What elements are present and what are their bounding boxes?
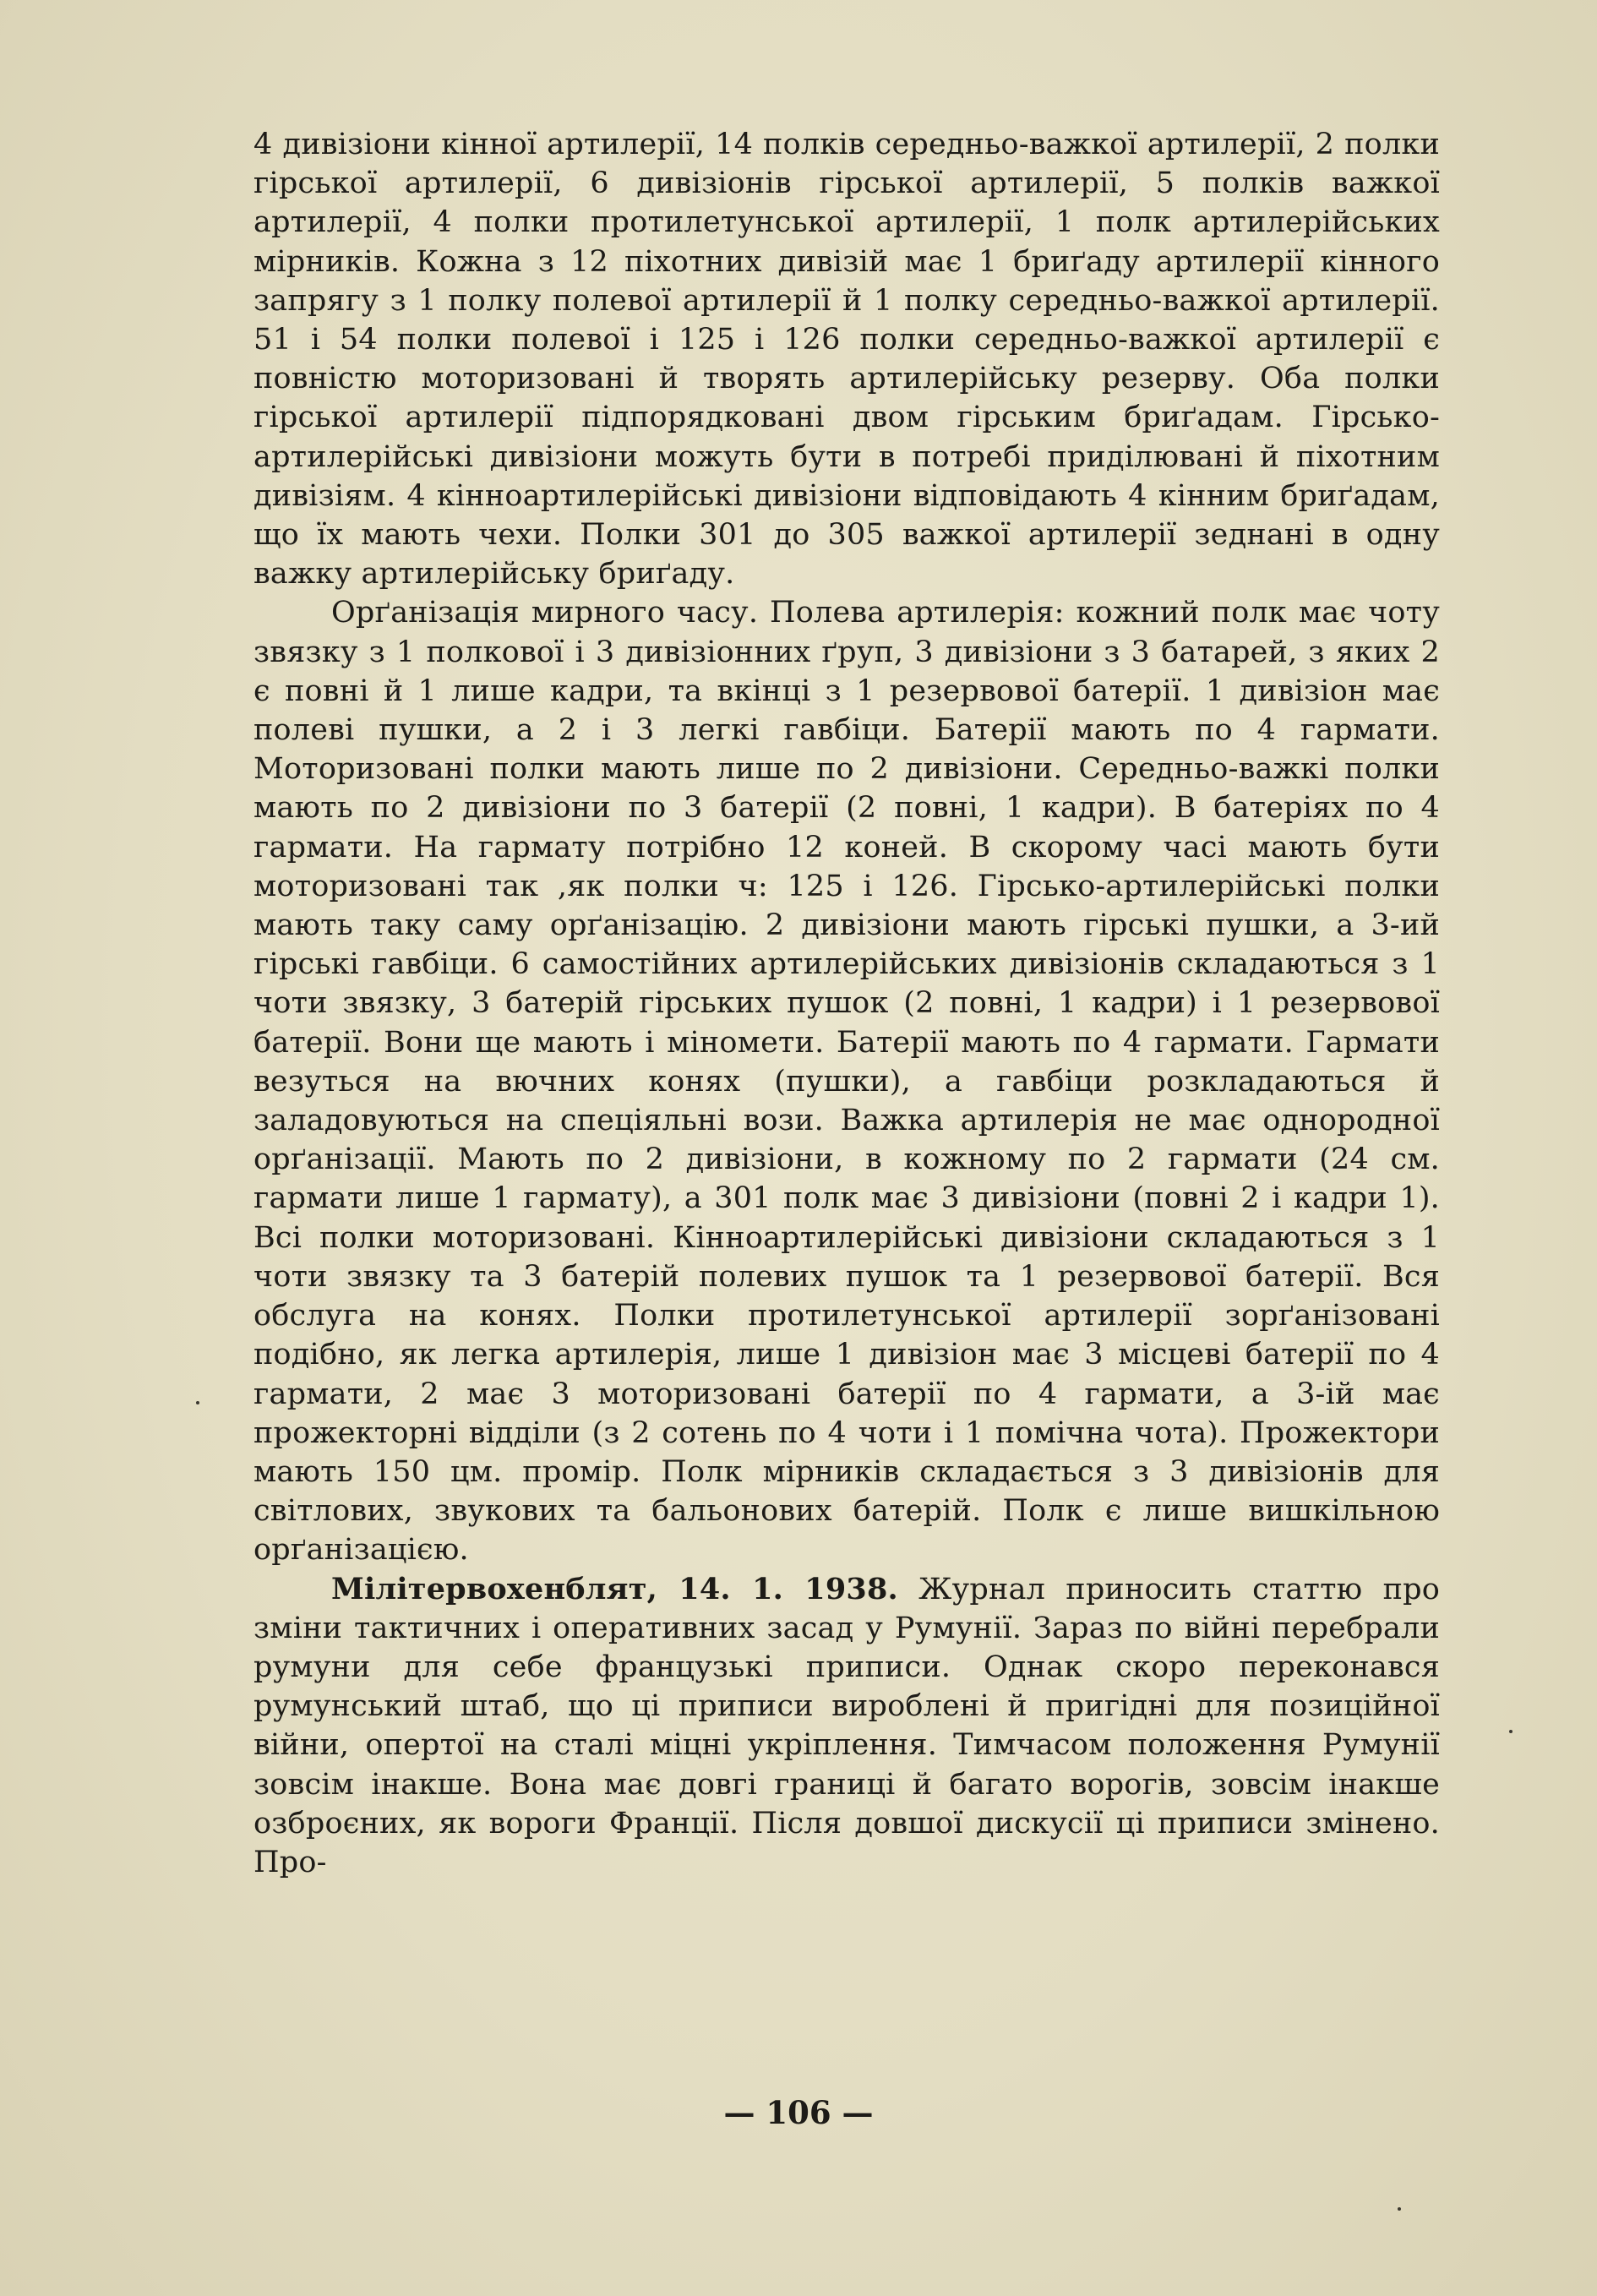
paragraph-artillery-list (253, 125, 1440, 593)
paragraph-text: Орґанізація мирного часу. Полева артилерія: кожний полк має чоту звязку з 1 полкової і 3 дивізіонних ґруп, 3 дивізіони з 3 батарей, з яких 2 є повні й 1 лише кадри, та вкінці з 1 резервової батерії. 1 дивізіон має полеві пушки, а 2 і 3 легкі гавбіци. Батерії мають по 4 гармати. Моторизовані полки мають лише по 2 дивізіони. Середньо-важкі полки мають по 2 дивізіони по 3 батерії (2 повні, 1 кадри). В батеріях по 4 гармати. На гармату потрібно 12 коней. В скорому часі мають бути моторизовані так ,як полки ч: 125 і 126. Гірсько-артилерійські полки мають таку саму орґанізацію. 2 дивізіони мають гірські пушки, а 3-ий гірські гавбіци. 6 самостійних артилерійських дивізіонів складаються з 1 чоти звязку, 3 батерій гірських пушок (2 повні, 1 кадри) і 1 резервової батерії. Вони ще мають і міномети. Батерії мають по 4 гармати. Гармати везуться на вючних конях (пушки), а гавбіци розкладаються й заладовуються на спеціяльні вози. Важка артилерія не має однородної орґанізації. Мають по 2 дивізіони, в кожному по 2 гармати (24 см. гармати лише 1 гармату), а 301 полк має 3 дивізіони (повні 2 і кадри 1). Всі полки моторизовані. Кінноартилерійські дивізіони складаються з 1 чоти звязку та 3 батерій полевих пушок та 1 резервової батерії. Вся обслуга на конях. Полки протилетунської артилерії зорґанізовані подібно, як легка артилерія, лише 1 дивізіон має 3 місцеві батерії по 4 гармати, 2 має 3 моторизовані батерії по 4 гармати, а 3-ій має прожекторні відділи (з 2 сотень по 4 чоти і 1 помічна чота). Прожектори мають 150 цм. промір. Полк мірників складається з 3 дивізіонів для світлових, звукових та бальонових батерій. Полк є лише вишкільною орґанізацією. (253, 596, 1440, 1568)
paragraph-journal-review (253, 1570, 1440, 1883)
paper-speck (196, 1401, 199, 1404)
body-text (253, 125, 1440, 1882)
paragraph-text: 4 дивізіони кінної артилерії, 14 полків середньо-важкої артилерії, 2 полки гірської артилерії, 6 дивізіонів гірської артилерії, 5 полків важкої артилерії, 4 полки протилетунської артилерії, 1 полк артилерійських мірників. Кожна з 12 піхотних дивізій має 1 бриґаду артилерії кінного запрягу з 1 полку полевої артилерії й 1 полку середньо-важкої артилерії. 51 і 54 полки полевої і 125 і 126 полки середньо-важкої артилерії є повністю моторизовані й творять артилерійську резерву. Оба полки гірської артилерії підпорядковані двом гірським бриґадам. Гірсько-артилерійські дивізіони можуть бути в потребі приділювані й піхотним дивізіям. 4 кінноартилерійські дивізіони відповідають 4 кінним бриґадам, що їх мають чехи. Полки 301 до 305 важкої артилерії зеднані в одну важку артилерійську бриґаду. (253, 128, 1440, 592)
paper-speck (1398, 2207, 1401, 2211)
paragraph-peacetime-organization (253, 593, 1440, 1569)
paragraph-text: Журнал приносить статтю про зміни тактичних і оперативних засад у Румунії. Зараз по війні перебрали румуни для себе французькі приписи. Однак скоро переконався румунський штаб, що ці приписи вироблені й пригідні для позиційної війни, опертої на сталі міцні укріплення. Тимчасом положення Румунії зовсім інакше. Вона має довгі границі й багато ворогів, зовсім інакше озброєних, як вороги Франції. Після довшої дискусії ці приписи змінено. Про- (253, 1572, 1440, 1879)
journal-citation: Мілітервохенблят, 14. 1. 1938. (331, 1571, 898, 1606)
page-number: — 106 — (723, 2094, 874, 2131)
paper-speck (1509, 1730, 1513, 1733)
